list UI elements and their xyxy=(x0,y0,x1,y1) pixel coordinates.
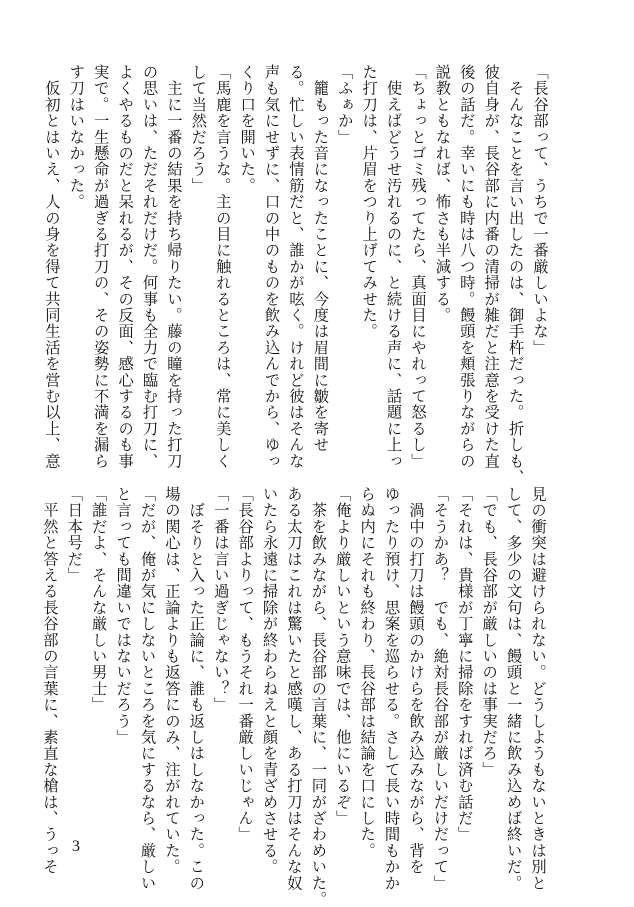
text-line: と言っても間違いではないだろう」 xyxy=(114,486,133,746)
text-line: らぬ内にそれも終わり、長谷部は結論を口にした。 xyxy=(358,486,377,859)
text-line: る。忙しい表情筋だと、誰かが呟く。けれど彼はそんな xyxy=(286,64,305,469)
text-line: 「誰だよ、そんな厳しい男士」 xyxy=(89,486,108,713)
text-line: ある太刀はこれは驚いたと感嘆し、ある打刀はそんな奴 xyxy=(284,486,303,891)
page-number: 3 xyxy=(72,838,80,855)
text-line: 渦中の打刀は饅頭のかけらを飲み込みながら、背を xyxy=(406,486,425,875)
text-line: た打刀は、片眉をつり上げてみせた。 xyxy=(360,64,379,340)
text-line: 使えばどうせ汚れるのに、と続ける声に、話題に上っ xyxy=(384,64,403,469)
text-line: 平然と答える長谷部の言葉に、素直な槍は、うっそ xyxy=(40,486,59,875)
text-line: 「長谷部よりって、もうそれ一番厳しいじゃん」 xyxy=(236,486,255,843)
text-line: 「長谷部って、うちで一番厳しいよな」 xyxy=(531,64,549,356)
text-line: 「でも、長谷部が厳しいのは事実だろ」 xyxy=(480,486,499,778)
text-line: 茶を飲みながら、長谷部の言葉に、一同がざわめいた。 xyxy=(309,486,328,907)
text-line: 後の話だ。幸いにも時は八つ時。饅頭を頬張りながらの xyxy=(457,64,476,469)
text-line: 声も気にせずに、口の中のものを飲み込んでから、ゆっ xyxy=(262,64,281,469)
text-line: して、多少の文句は、饅頭と一緒に飲み込めば終いだ。 xyxy=(504,486,523,891)
text-line: 「俺より厳しいという意味では、他にいるぞ」 xyxy=(333,486,352,827)
text-line: 「それは、貴様が丁寧に掃除をすれば済む話だ」 xyxy=(455,486,474,843)
lower-text-block xyxy=(40,486,550,907)
text-line: 見の衝突は避けられない。どうしようもないときは別と xyxy=(529,486,547,891)
text-line: の思いは、ただそれだけだ。何事も全力で臨む打刀に、 xyxy=(140,64,159,469)
text-line: 「ふぁか」 xyxy=(335,64,354,145)
text-line: 場の関心は、正論よりも返答にのみ、注がれていた。 xyxy=(162,486,181,875)
text-line: いたら永遠に掃除が終わらねえと顔を青ざめさせる。 xyxy=(260,486,279,875)
text-line: 実で。一生懸命が過ぎる打刀の、その姿勢に不満を漏ら xyxy=(91,64,110,469)
text-line: して当然だろう」 xyxy=(189,64,208,194)
text-line: よくやるものだと呆れるが、その反面、感心するのも事 xyxy=(116,64,135,469)
text-line: ゆったり預け、思案を巡らせる。さして長い時間もかか xyxy=(382,486,401,891)
text-line: 「そうかあ？ でも、絶対長谷部が厳しいだけだって」 xyxy=(431,486,450,891)
text-line: くり口を開いた。 xyxy=(238,64,257,194)
text-line: そんなことを言い出したのは、御手杵だった。折しも、 xyxy=(506,64,525,486)
text-line: 「ちょっとゴミ残ってたら、真面目にやれって怒るし」 xyxy=(408,64,427,469)
text-line: 彼自身が、長谷部に内番の清掃が雑だと注意を受けた直 xyxy=(482,64,501,469)
upper-text-block xyxy=(42,64,552,486)
text-line: 籠もった音になったことに、今度は眉間に皺を寄せ xyxy=(311,64,330,453)
text-line: 「だが、俺が気にしないところを気にするなら、厳しい xyxy=(138,486,157,891)
text-line: 「馬鹿を言うな。主の目に触れるところは、常に美しく xyxy=(213,64,232,469)
text-line: 「日本号だ」 xyxy=(65,486,84,584)
text-line: 説教ともなれば、怖さも半減する。 xyxy=(433,64,452,324)
text-line: 主に一番の結果を持ち帰りたい。藤の瞳を持った打刀 xyxy=(164,64,183,469)
text-line: 「一番は言い過ぎじゃない？」 xyxy=(211,486,230,713)
text-line: す刀はいなかった。 xyxy=(67,64,86,210)
text-line: 仮初とはいえ、人の身を得て共同生活を営む以上、意 xyxy=(42,64,61,469)
text-line: ぼそりと入った正論に、誰も返しはしなかった。この xyxy=(187,486,206,891)
